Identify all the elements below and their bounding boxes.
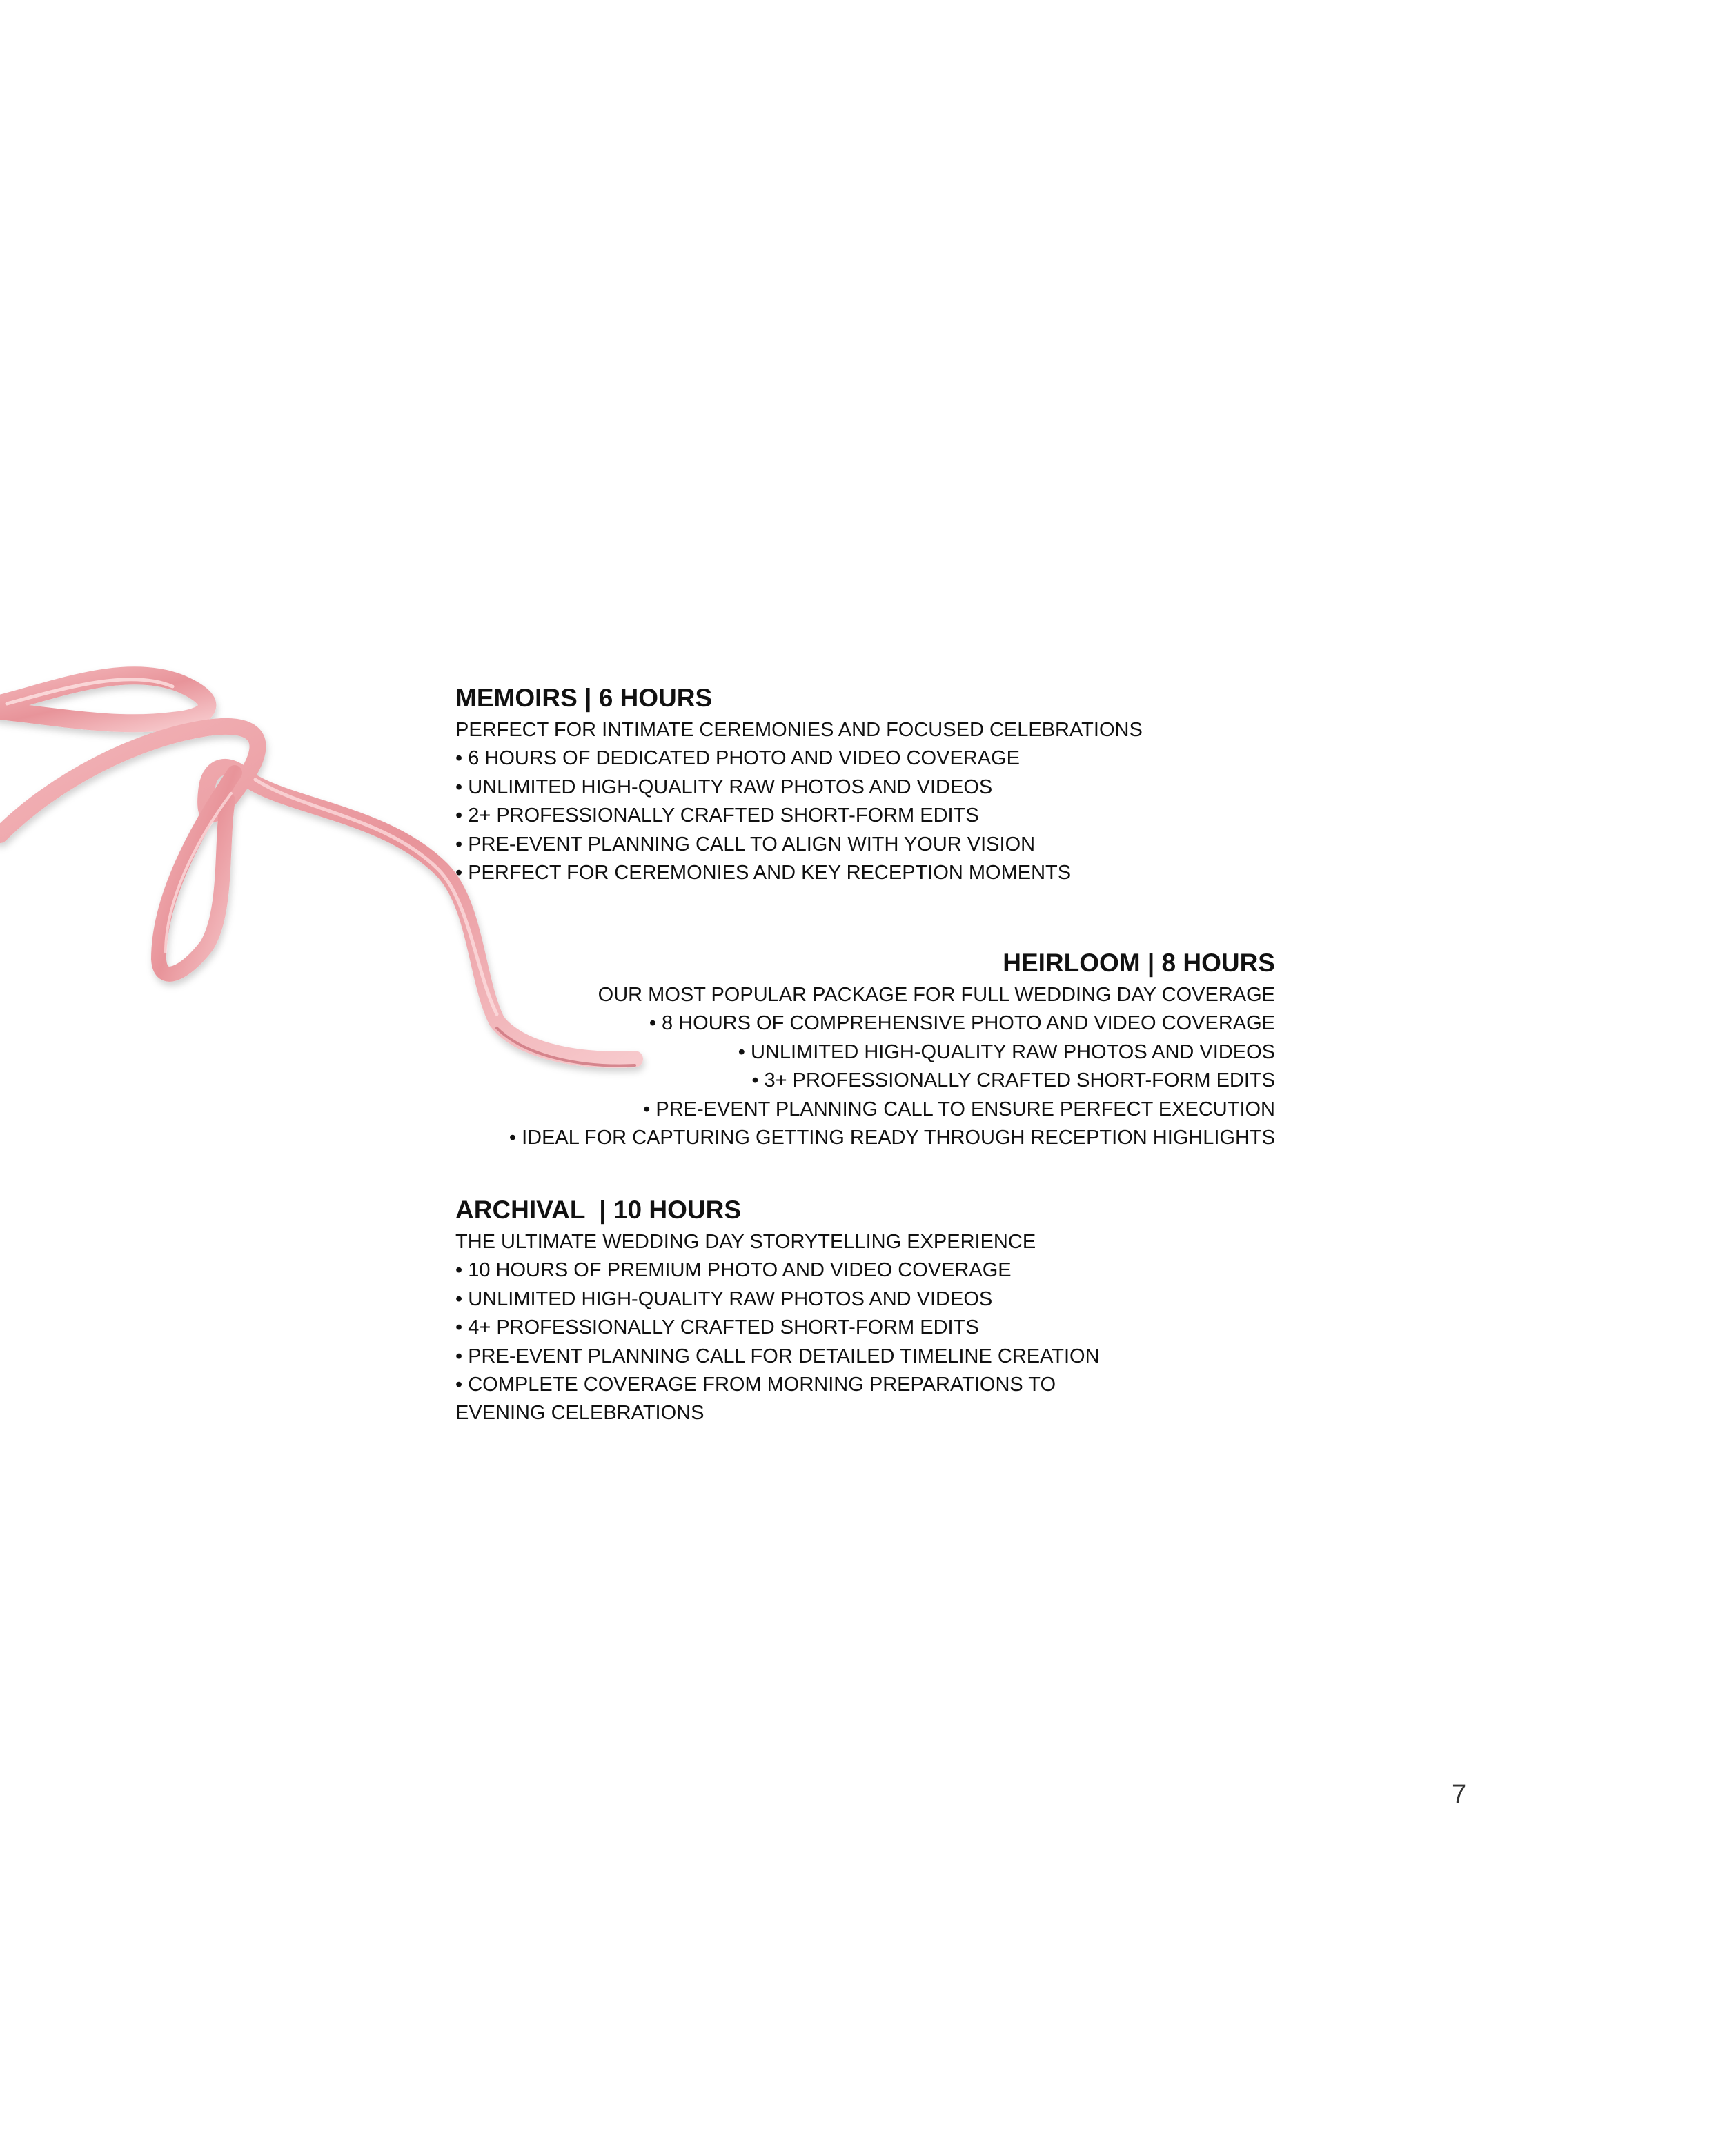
package-archival: [455, 1195, 1352, 1428]
package-bullet: • PRE-EVENT PLANNING CALL TO ALIGN WITH YOUR VISION: [455, 833, 1036, 856]
package-bullet: • COMPLETE COVERAGE FROM MORNING PREPARATIONS TO: [455, 1374, 1056, 1396]
package-bullet: • 10 HOURS OF PREMIUM PHOTO AND VIDEO COVERAGE: [455, 1259, 1012, 1282]
package-bullet: • 6 HOURS OF DEDICATED PHOTO AND VIDEO COVERAGE: [455, 747, 1020, 770]
package-bullet: • UNLIMITED HIGH-QUALITY RAW PHOTOS AND VIDEOS: [455, 1287, 993, 1310]
package-title: ARCHIVAL | 10 HOURS: [455, 1196, 741, 1224]
package-tagline: PERFECT FOR INTIMATE CEREMONIES AND FOCUSED CELEBRATIONS: [455, 719, 1143, 741]
package-bullet: • 2+ PROFESSIONALLY CRAFTED SHORT-FORM EDITS: [455, 804, 979, 827]
package-bullet: • 4+ PROFESSIONALLY CRAFTED SHORT-FORM EDITS: [455, 1316, 979, 1339]
package-title: HEIRLOOM | 8 HOURS: [1003, 949, 1275, 977]
package-title: MEMOIRS | 6 HOURS: [455, 684, 713, 712]
package-bullet: • PERFECT FOR CEREMONIES AND KEY RECEPTION MOMENTS: [455, 862, 1072, 884]
package-tagline: THE ULTIMATE WEDDING DAY STORYTELLING EXPERIENCE: [455, 1231, 1036, 1253]
package-memoirs: [455, 683, 1352, 887]
page-number: 7: [1452, 1780, 1467, 1809]
package-bullet-continuation: EVENING CELEBRATIONS: [455, 1402, 704, 1425]
package-bullet: • PRE-EVENT PLANNING CALL FOR DETAILED TIMELINE CREATION: [455, 1345, 1100, 1367]
package-bullet: • IDEAL FOR CAPTURING GETTING READY THROUGH RECEPTION HIGHLIGHTS: [509, 1127, 1275, 1149]
package-tagline: OUR MOST POPULAR PACKAGE FOR FULL WEDDING DAY COVERAGE: [598, 984, 1275, 1006]
package-bullet: • UNLIMITED HIGH-QUALITY RAW PHOTOS AND VIDEOS: [455, 775, 993, 798]
package-bullet: • 3+ PROFESSIONALLY CRAFTED SHORT-FORM EDITS: [751, 1069, 1275, 1092]
package-heirloom: [378, 948, 1275, 1152]
package-bullet: • 8 HOURS OF COMPREHENSIVE PHOTO AND VIDEO COVERAGE: [649, 1012, 1275, 1035]
package-bullet: • UNLIMITED HIGH-QUALITY RAW PHOTOS AND VIDEOS: [738, 1040, 1275, 1063]
package-bullet: • PRE-EVENT PLANNING CALL TO ENSURE PERFECT EXECUTION: [643, 1098, 1275, 1120]
